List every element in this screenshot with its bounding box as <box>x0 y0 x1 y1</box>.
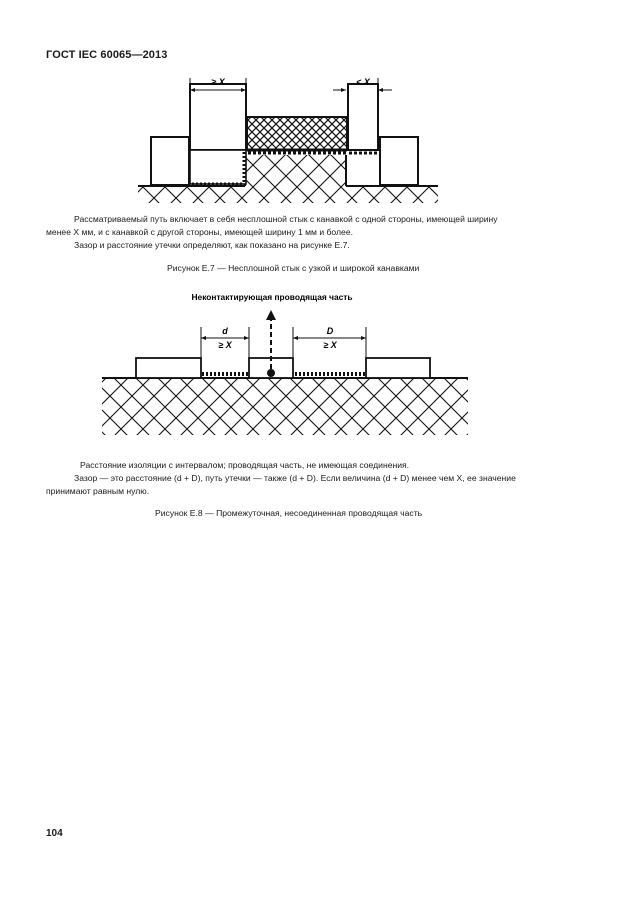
e7-paragraph-1-line-1: Рассматриваемый путь включает в себя несплошной стык с канавкой с одной стороны, имеющей ширину <box>74 214 498 224</box>
e7-paragraph-1-line-2: менее X мм, и с канавкой с другой стороны, имеющей ширину 1 мм и более. <box>46 227 353 237</box>
e8-paragraph-2-line-1: Зазор — это расстояние (d + D), путь утечки — также (d + D). Если величина (d + D) менее чем X, ее значение <box>74 473 516 483</box>
e8-top-label: Неконтактирующая проводящая часть <box>191 292 353 302</box>
e7-dim-left-label: ≥ X <box>211 77 225 87</box>
e8-dim-D-ge-label: ≥ X <box>323 340 337 350</box>
e8-paragraph-2-line-2: принимают равным нулю. <box>46 486 150 496</box>
e8-left-block <box>136 358 201 378</box>
e8-dim-D-label: D <box>326 326 334 336</box>
e7-paragraph-2: Зазор и расстояние утечки определяют, как показано на рисунке E.7. <box>74 240 350 250</box>
e8-conductive-part-dot <box>267 369 275 377</box>
e8-dim-d-label: d <box>222 326 228 336</box>
e7-dim-right-label: < X <box>356 77 370 87</box>
e8-base-material <box>102 378 468 435</box>
e8-paragraph-1: Расстояние изоляции с интервалом; проводящая часть, не имеющая соединения. <box>80 460 410 470</box>
page-number: 104 <box>46 828 63 839</box>
figure-e8-diagram <box>0 0 630 450</box>
e8-caption: Рисунок E.8 — Промежуточная, несоединенная проводящая часть <box>155 508 423 518</box>
e7-caption: Рисунок E.7 — Несплошной стык с узкой и широкой канавками <box>167 263 420 273</box>
e8-right-block <box>366 358 430 378</box>
e8-dim-d-ge-label: ≥ X <box>218 340 232 350</box>
document-header: ГОСТ IEC 60065—2013 <box>46 49 168 61</box>
